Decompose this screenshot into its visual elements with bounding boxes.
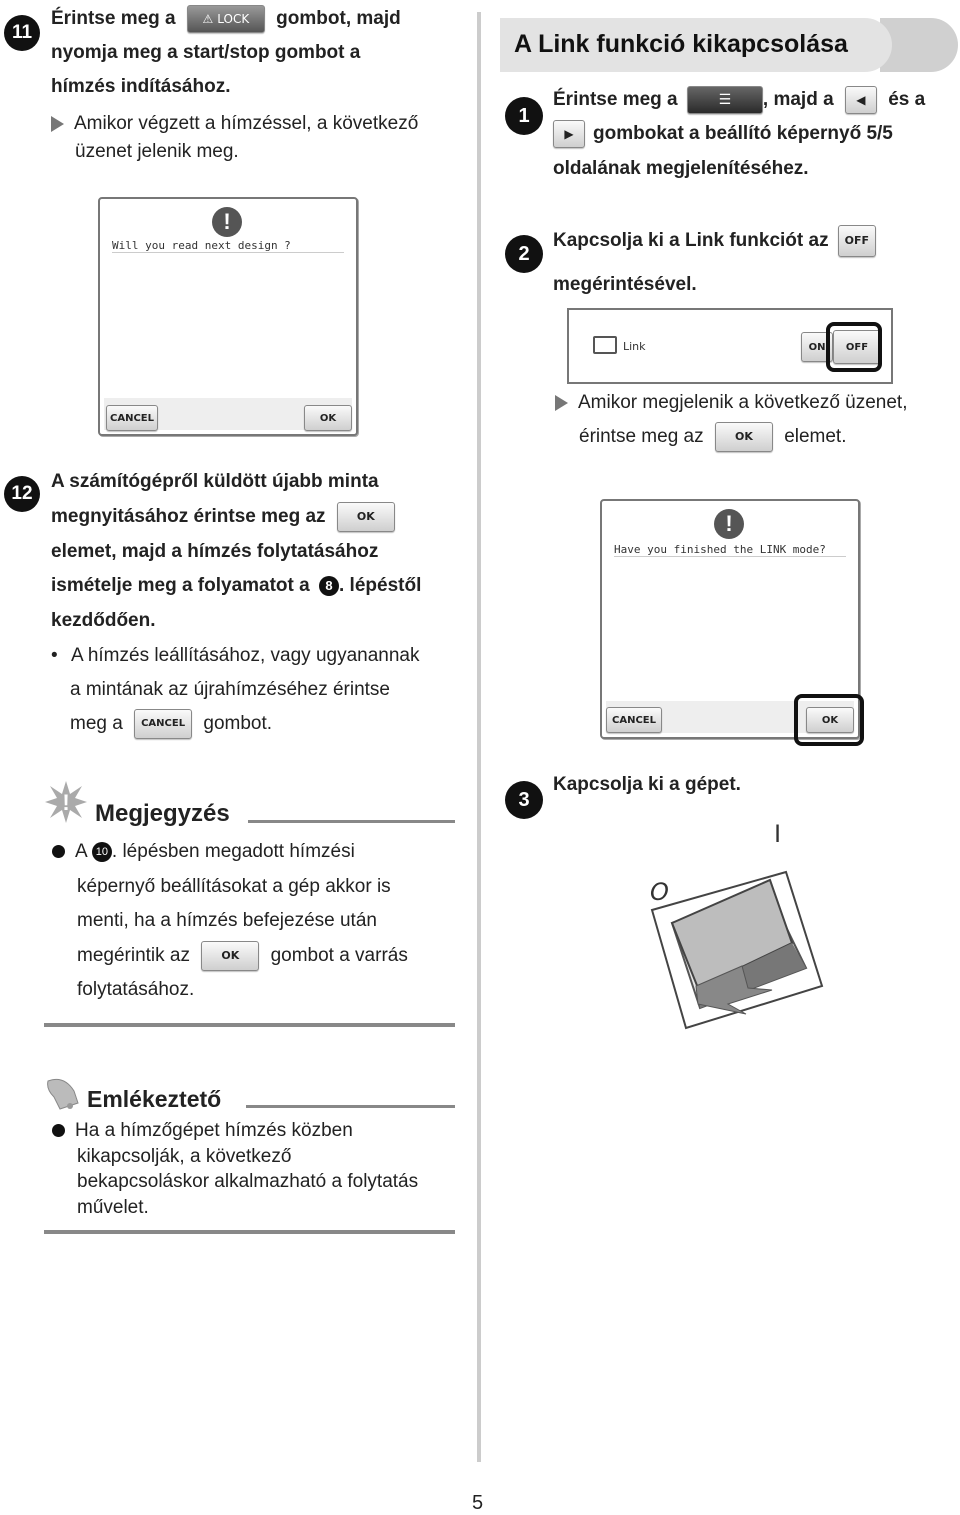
memo-bullet-icon: [52, 1124, 65, 1137]
section-heading: A Link funkció kikapcsolása: [514, 30, 848, 58]
note-line4-suffix: gombot a varrás: [270, 945, 408, 966]
note-a: A: [75, 841, 87, 862]
step-12-bullet-line2: a mintának az újrahímzéséhez érintse: [70, 679, 390, 700]
note-starburst-icon: [44, 780, 88, 824]
svg-text:!: !: [62, 790, 70, 815]
right-arrow-icon: ▶: [564, 126, 574, 141]
switch-on-mark: I: [774, 820, 782, 848]
step-2-line2: megérintésével.: [553, 274, 697, 295]
note-title: Megjegyzés: [95, 800, 230, 827]
switch-off-mark: O: [650, 878, 669, 906]
memo-title-rule: [246, 1105, 455, 1108]
note-line4-text: megérintik az: [77, 945, 190, 966]
warning-icon: ⚠: [202, 11, 214, 26]
settings-menu-button-image: [687, 86, 763, 114]
previous-page-button-image: [845, 86, 877, 114]
step-1-text-a: Érintse meg a: [553, 89, 678, 110]
step-10-reference: 10: [92, 842, 112, 862]
memo-text: [52, 1118, 418, 1220]
note-bullet-icon: [52, 845, 65, 858]
note-line5: folytatásához.: [77, 979, 195, 1000]
step-1-text-c: és a: [888, 89, 926, 110]
right-note-line2: [579, 420, 847, 454]
bullet-line1: A hímzés leállításához, vagy ugyanannak: [70, 645, 420, 666]
ok-button[interactable]: OK: [304, 405, 352, 431]
link-label: Link: [623, 340, 646, 353]
left-arrow-icon: ◀: [856, 92, 866, 107]
cancel-button[interactable]: CANCEL: [606, 707, 662, 733]
step-2-line1: [553, 224, 876, 258]
note-bottom-rule: [44, 1023, 455, 1027]
off-button-image: OFF: [838, 225, 876, 257]
step-12-line4-text: ismételje meg a folyamatot a: [51, 575, 310, 596]
step-8-reference: 8: [319, 576, 339, 596]
ok-button-image: OK: [337, 502, 395, 532]
exclamation-icon: !: [714, 509, 744, 539]
step-12-line2-text: megnyitásához érintse meg az: [51, 506, 326, 527]
step-12-bullet: [51, 639, 420, 673]
next-page-button-image: [553, 120, 585, 148]
section-heading-bar: [500, 18, 958, 72]
right-note-line1: [555, 386, 908, 420]
step-1-line3: oldalának megjelenítéséhez.: [553, 158, 809, 179]
bullet-line3-suffix: gombot.: [203, 713, 273, 734]
step-1-number: 1: [505, 97, 543, 135]
step-11-text-b: gombot, majd: [276, 8, 401, 29]
memo-bottom-rule: [44, 1230, 455, 1234]
settings-list-icon: ☰: [718, 91, 732, 108]
ok-button-image: OK: [715, 422, 773, 452]
ok-button[interactable]: OK: [806, 707, 854, 733]
power-switch-illustration: [600, 818, 840, 1033]
step-3-text: Kapcsolja ki a gépet.: [553, 774, 741, 795]
note-arrow-icon: [555, 395, 568, 411]
ok-button-highlight: [794, 694, 864, 746]
step-12-line5: kezdődően.: [51, 610, 156, 631]
next-design-dialog-screen: [98, 197, 358, 436]
memo-line4: művelet.: [77, 1196, 149, 1218]
page-number: 5: [472, 1492, 484, 1514]
link-computer-icon: [593, 336, 617, 354]
step-1-line2-text: gombokat a beállító képernyő 5/5: [593, 123, 893, 144]
note-line2: képernyő beállításokat a gép akkor is: [77, 876, 391, 897]
column-divider: [477, 12, 481, 1462]
step-11-line1: [51, 2, 401, 36]
right-note-text2: érintse meg az: [579, 426, 704, 447]
right-note-text3: elemet.: [784, 426, 847, 447]
step-12-line3: elemet, majd a hímzés folytatásához: [51, 541, 379, 562]
note-line4: [77, 939, 408, 973]
link-off-button[interactable]: OFF: [833, 330, 881, 364]
step-11-line2: nyomja meg a start/stop gombot a: [51, 42, 361, 63]
lock-label: LOCK: [217, 11, 250, 26]
note-line3: menti, ha a hímzés befejezése után: [77, 910, 377, 931]
memo-title: Emlékeztető: [87, 1086, 222, 1112]
right-note-text1: Amikor megjelenik a következő üzenet,: [578, 392, 908, 413]
note-arrow-icon: [51, 116, 64, 132]
step-12-bullet-line3: [70, 707, 272, 741]
bullet-line3-text: meg a: [70, 713, 123, 734]
step-1-line1: [553, 83, 925, 117]
step-12-line4-suffix: . lépéstől: [339, 575, 422, 596]
dialog-message: Will you read next design ?: [112, 239, 344, 253]
off-button-highlight: [826, 322, 882, 372]
step-12-number: 12: [4, 476, 40, 512]
lock-button-image: [187, 5, 265, 33]
note-line2: üzenet jelenik meg.: [75, 141, 239, 162]
cancel-button-image: CANCEL: [134, 709, 192, 739]
memo-line3: bekapcsoláskor alkalmazható a folytatás: [77, 1171, 419, 1192]
note-line1-text: . lépésben megadott hímzési: [111, 841, 355, 862]
bell-icon: [44, 1075, 80, 1111]
step-1-line2: [553, 117, 893, 151]
dialog-message: Have you finished the LINK mode?: [614, 543, 846, 557]
ok-button-image: OK: [201, 941, 259, 971]
step-12-line2: [51, 500, 395, 534]
memo-line1: Ha a hímzőgépet hímzés közben: [75, 1120, 353, 1141]
step-12-line1: A számítógépről küldött újabb minta: [51, 471, 379, 492]
step-1-text-b: , majd a: [762, 89, 834, 110]
note-line1: Amikor végzett a hímzéssel, a következő: [74, 113, 419, 134]
step-11-note: [51, 110, 418, 166]
step-11-number: 11: [4, 15, 40, 51]
step-11-text-a: Érintse meg a: [51, 8, 176, 29]
step-2-line1-text: Kapcsolja ki a Link funkciót az: [553, 230, 829, 251]
note-line1: [52, 835, 355, 869]
note-title-rule: [248, 820, 455, 823]
step-2-number: 2: [505, 235, 543, 273]
bullet-dot: •: [51, 645, 58, 666]
step-3-number: 3: [505, 781, 543, 819]
link-on-button[interactable]: ON: [801, 332, 833, 362]
cancel-button[interactable]: CANCEL: [106, 405, 158, 431]
step-12-line4: [51, 569, 421, 603]
exclamation-icon: !: [212, 207, 242, 237]
step-11-line3: hímzés indításához.: [51, 76, 231, 97]
memo-line2: kikapcsolják, a következő: [77, 1145, 292, 1167]
